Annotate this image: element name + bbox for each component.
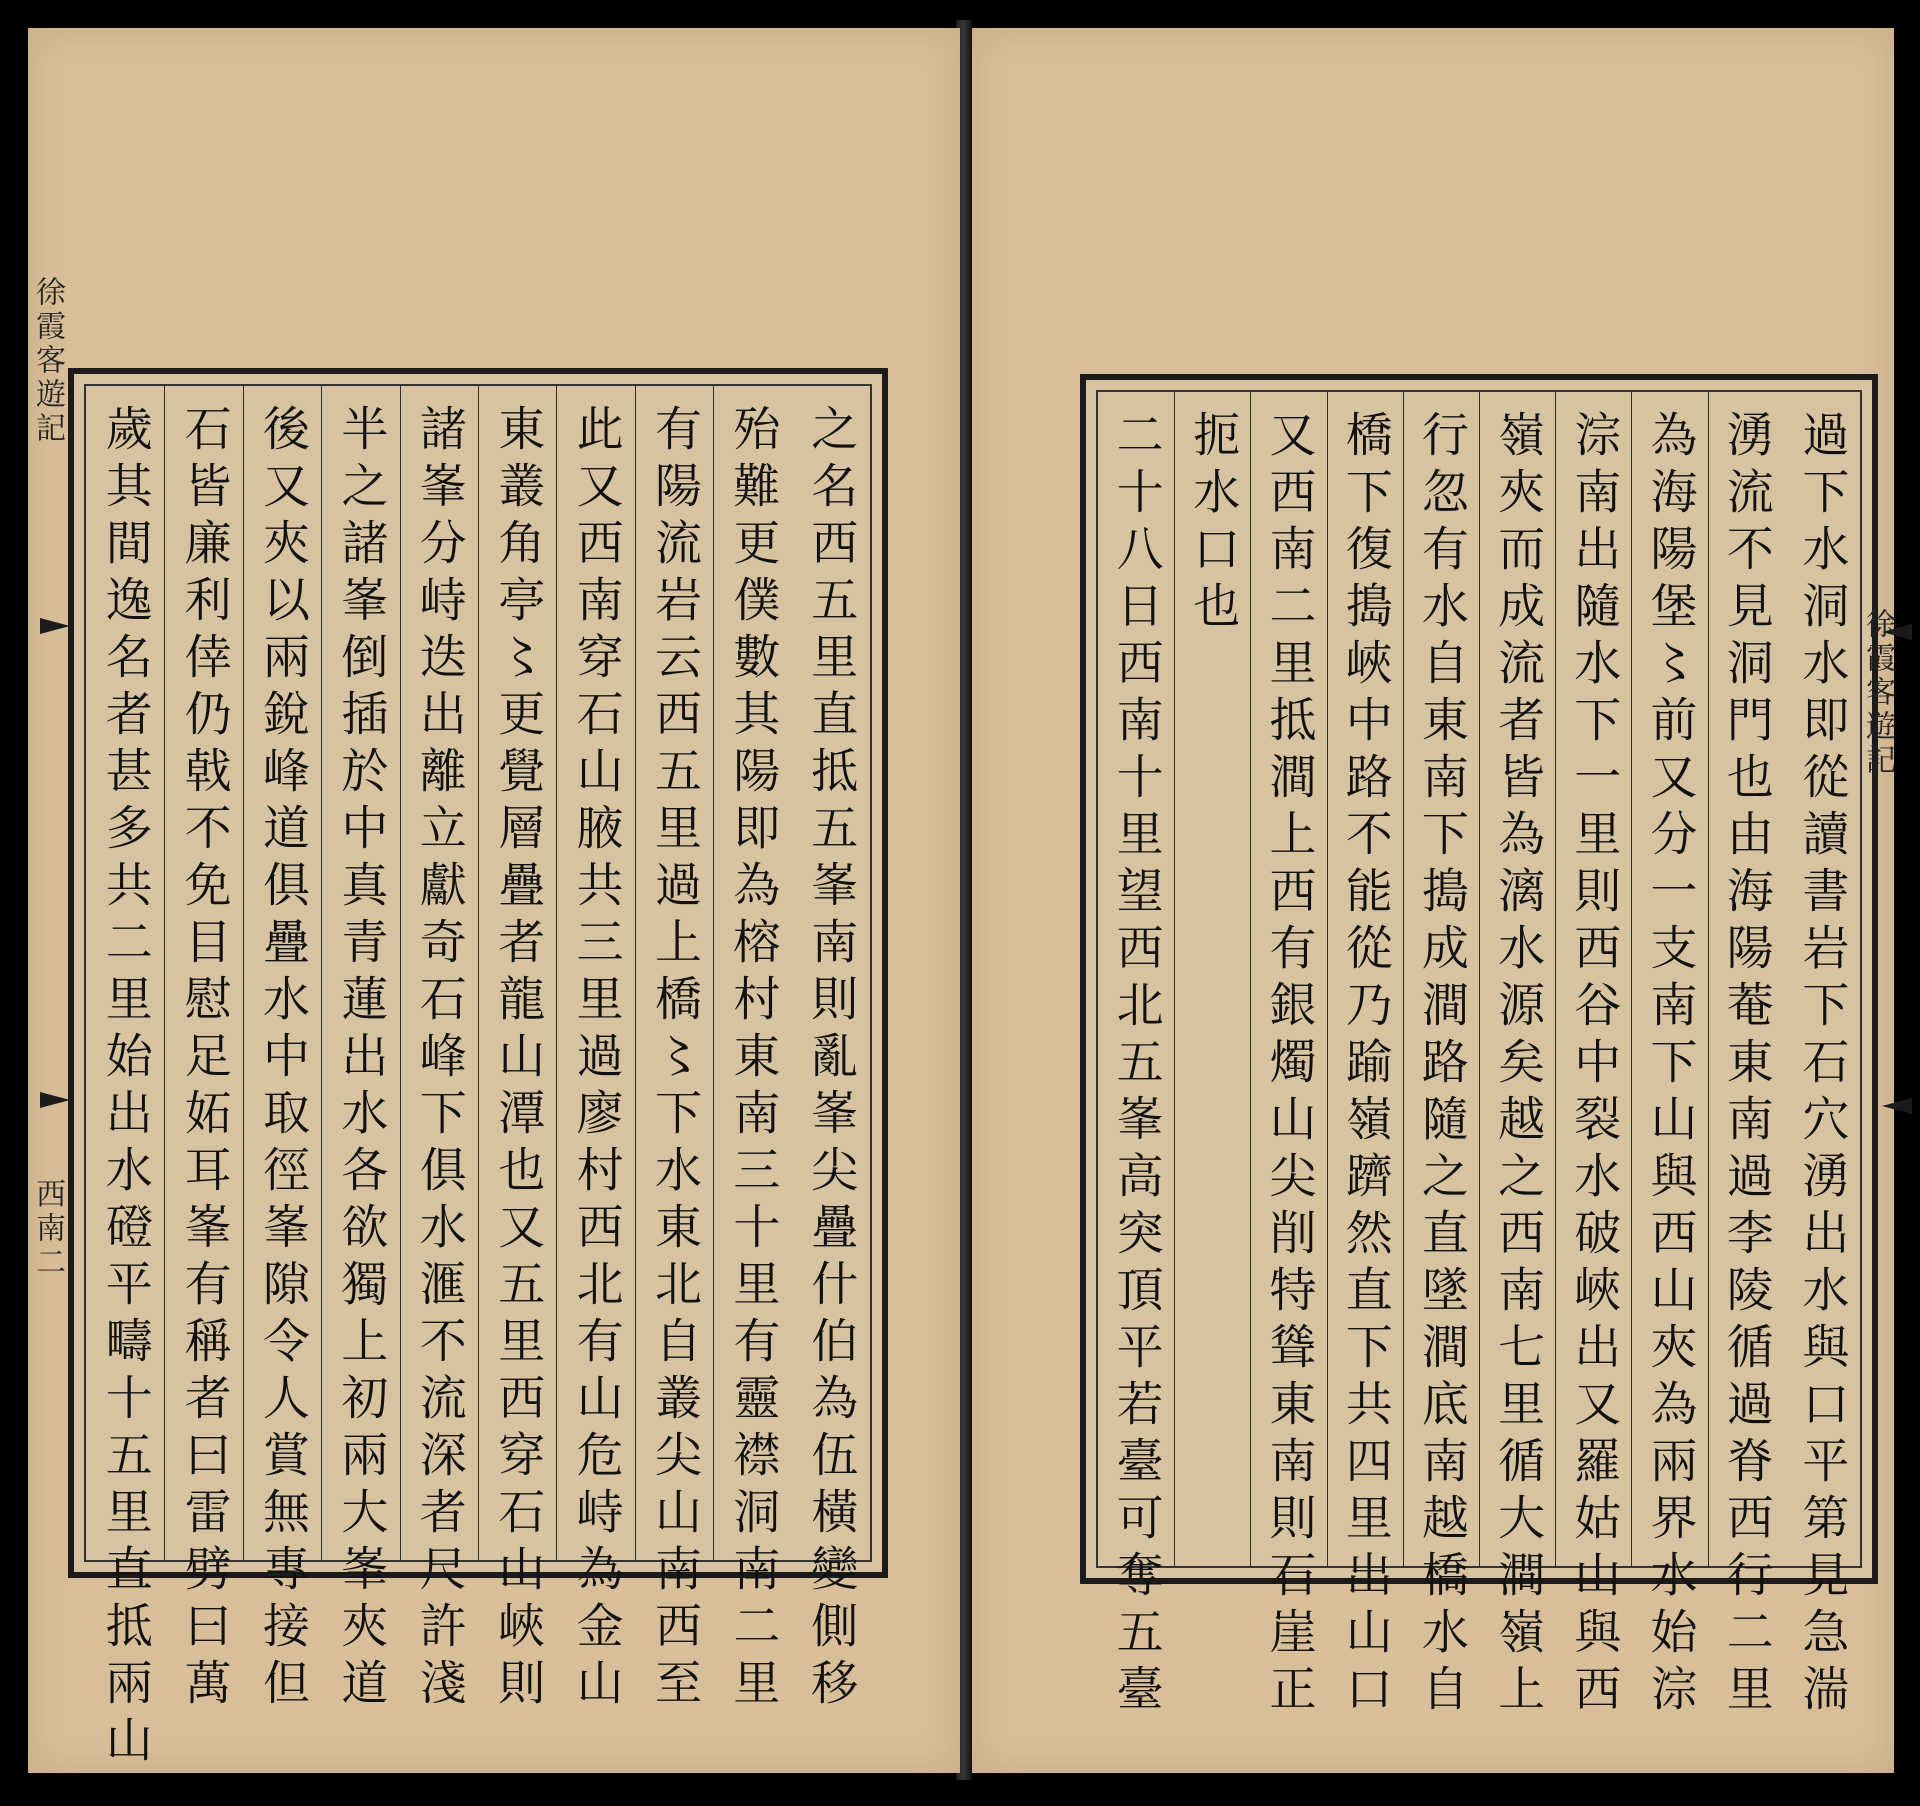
column-text: 後又夾以兩銳峰道俱疊水中取徑峯隙令人賞無專接但 [254,404,310,1715]
margin-section-label: 西南二 [30,1178,65,1280]
text-column [1403,392,1479,1721]
column-text: 石皆廉利倖仍戟不免目慰足妬耳峯有稱者曰雷劈曰萬 [176,404,232,1715]
text-column [635,386,713,1715]
column-text: 嶺夾而成流者皆為漓水源矣越之西南七里循大澗嶺上 [1490,410,1546,1721]
margin-book-title: 徐霞客遊記 [1860,608,1895,778]
column-text: 之名西五里直抵五峯南則亂峯尖疊什伯為伍橫變側移 [803,404,859,1715]
text-column [1479,392,1555,1721]
column-text: 二十八日西南十里望西北五峯高突頂平若臺可奪五臺 [1108,410,1164,1721]
right-text-frame [1080,374,1878,1721]
fishtail-mark-icon [1882,1098,1912,1114]
text-column [478,386,556,1715]
text-column [792,386,870,1715]
column-text: 又西南二里抵澗上西有銀燭山尖削特聳東南則石崖正 [1261,410,1317,1721]
text-column [1784,392,1860,1721]
column-text: 行忽有水自東南下搗成澗路隨之直墜澗底南越橋水自 [1413,410,1469,1721]
text-column [556,386,634,1715]
column-text: 扼水口也 [1185,410,1241,638]
column-text: 淙南出隨水下一里則西谷中裂水破峽出又羅姑山與西 [1566,410,1622,1721]
left-columns [86,386,870,1772]
text-column [243,386,321,1715]
column-text: 橋下復搗峽中路不能從乃踰嶺躋然直下共四里出山口 [1337,410,1393,1721]
text-column [321,386,399,1715]
column-text: 半之諸峯倒插於中真青蓮出水各欲獨上初兩大峯夾道 [333,404,389,1715]
column-text: 殆難更僕數其陽即為榕村東南三十里有靈襟洞南二里 [725,404,781,1715]
column-text: 歲其間逸名者甚多共二里始出水磴平疇十五里直抵兩山 [97,404,153,1772]
text-column [1174,392,1250,1566]
column-text: 有陽流岩云西五里過上橋〻下水東北自叢尖山南西至 [646,404,702,1715]
text-column [1631,392,1707,1721]
column-text: 東叢角亭〻更覺層疊者龍山潭也又五里西穿石山峽則 [490,404,546,1715]
margin-book-title: 徐霞客遊記 [30,276,65,446]
text-column [1555,392,1631,1721]
fishtail-mark-icon [40,618,70,634]
column-text: 為海陽堡〻前又分一支南下山與西山夾為兩界水始淙 [1642,410,1698,1721]
text-column [1708,392,1784,1721]
text-column [713,386,791,1715]
text-column [1250,392,1326,1721]
column-text: 此又西南穿石山腋共三里過廖村西北有山危峙為金山 [568,404,624,1715]
text-column [1327,392,1403,1721]
column-text: 諸峯分峙迭出離立獻奇石峰下俱水滙不流深者尺許淺 [411,404,467,1715]
column-text: 過下水洞水即從讀書岩下石穴湧出水與口平第見急湍 [1794,410,1850,1721]
right-columns [1098,392,1860,1721]
text-column [1098,392,1174,1721]
text-column [86,386,164,1772]
column-text: 湧流不見洞門也由海陽菴東南過李陵循過脊西行二里 [1718,410,1774,1721]
fishtail-mark-icon [40,1092,70,1108]
text-column [164,386,242,1715]
left-page [28,28,960,1773]
text-column [400,386,478,1715]
left-text-frame [68,368,888,1772]
right-page [972,28,1894,1773]
